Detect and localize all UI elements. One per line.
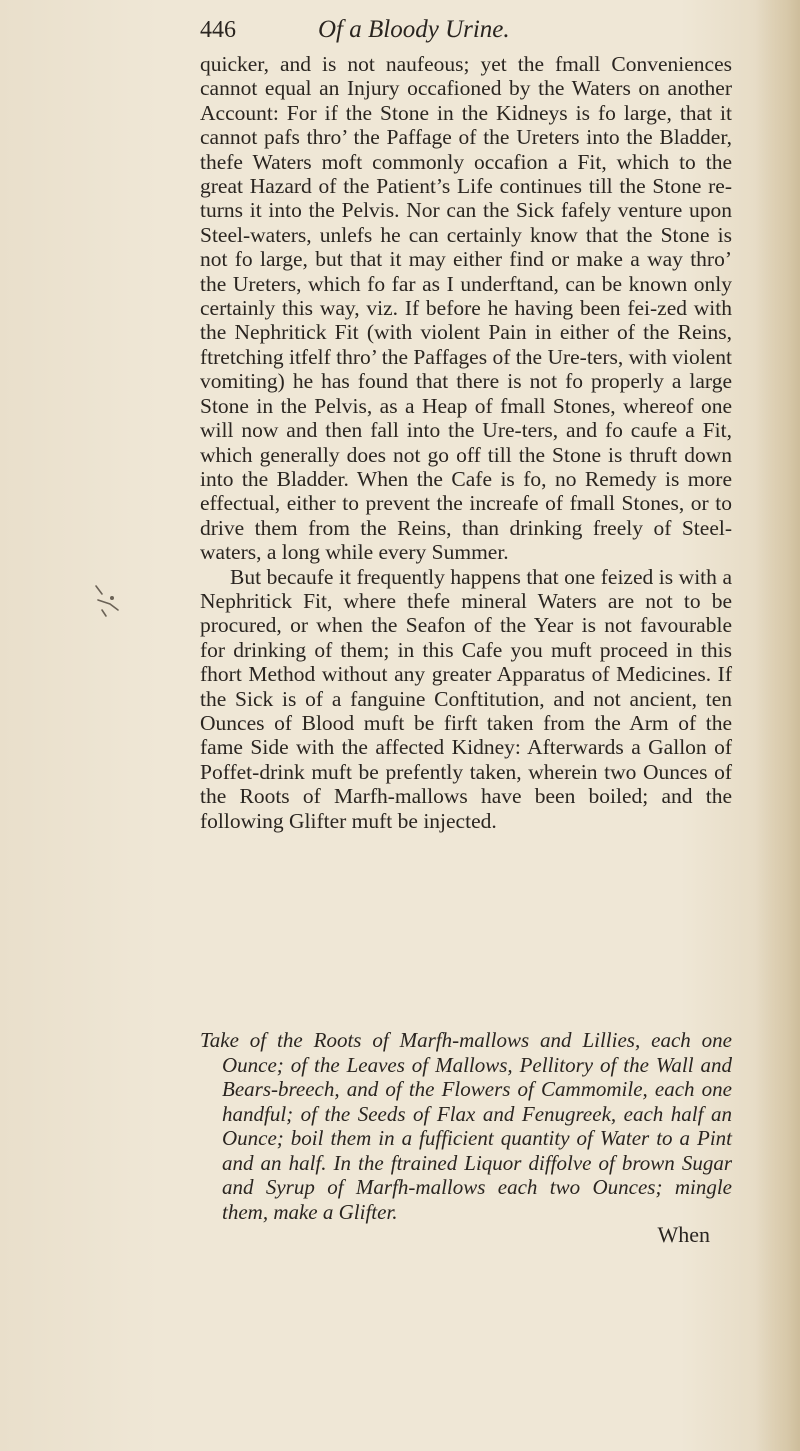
page-number: 446 bbox=[200, 17, 236, 43]
paragraph-2: But becaufe it frequently happens that one feized is with a Nephritick Fit, where thefe mineral Waters are not to be procured, or when the Seafon of the Year is not favourable for drinking of them; in this Cafe you muft proceed in this fhort Method without any greater Apparatus of Medicines. If the Sick is of a fanguine Conftitution, and not ancient, ten Ounces of Blood muft be firft taken from the Arm of the fame Side with the affected Kidney: Afterwards a Gallon of Poffet-drink muft be prefently taken, wherein two Ounces of the Roots of Marfh-mallows have been boiled; and the following Glifter muft be injected. bbox=[200, 564, 732, 833]
catchword: When bbox=[657, 1222, 710, 1247]
body-text bbox=[200, 52, 732, 833]
paragraph-1: quicker, and is not naufeous; yet the fmall Conveniences cannot equal an Injury occafioned by the Waters on another Account: For if the Stone in the Kidneys is fo large, that it cannot pafs thro’ the Paffage of the Ureters into the Bladder, thefe Waters moft commonly occafion a Fit, which to the great Hazard of the Patient’s Life continues till the Stone re-turns it into the Pelvis. Nor can the Sick fafely venture upon Steel-waters, unlefs he can certainly know that the Stone is not fo large, but that it may either find or make a way thro’ the Ureters, which fo far as I underftand, can be known only certainly this way, viz. If before he having been fei-zed with the Nephritick Fit (with violent Pain in either of the Reins, ftretching itfelf thro’ the Paffages of the Ure-ters, with violent vomiting) he has found that there is not fo properly a large Stone in the Pelvis, as a Heap of fmall Stones, whereof one will now and then fall into the Ure-ters, and fo caufe a Fit, which generally does not go off till the Stone is thruft down into the Bladder. When the Cafe is fo, no Remedy is more effectual, either to prevent the increafe of fmall Stones, or to drive them from the Reins, than drinking freely of Steel-waters, a long while every Summer. bbox=[200, 52, 732, 565]
page-header bbox=[200, 16, 720, 52]
recipe-paragraph: Take of the Roots of Marfh-mallows and Lillies, each one Ounce; of the Leaves of Mallows, Pellitory of the Wall and Bears-breech, and of the Flowers of Cammomile, each one handful; of the Seeds of Flax and Fenugreek, each half an Ounce; boil them in a fufficient quantity of Water to a Pint and an half. In the ftrained Liquor diffolve of brown Sugar and Syrup of Marfh-mallows each two Ounces; mingle them, make a Glifter. bbox=[200, 1028, 732, 1224]
page-edge-shadow bbox=[755, 0, 800, 1451]
ink-blot-icon bbox=[88, 580, 132, 624]
running-title: Of a Bloody Urine. bbox=[318, 16, 510, 43]
